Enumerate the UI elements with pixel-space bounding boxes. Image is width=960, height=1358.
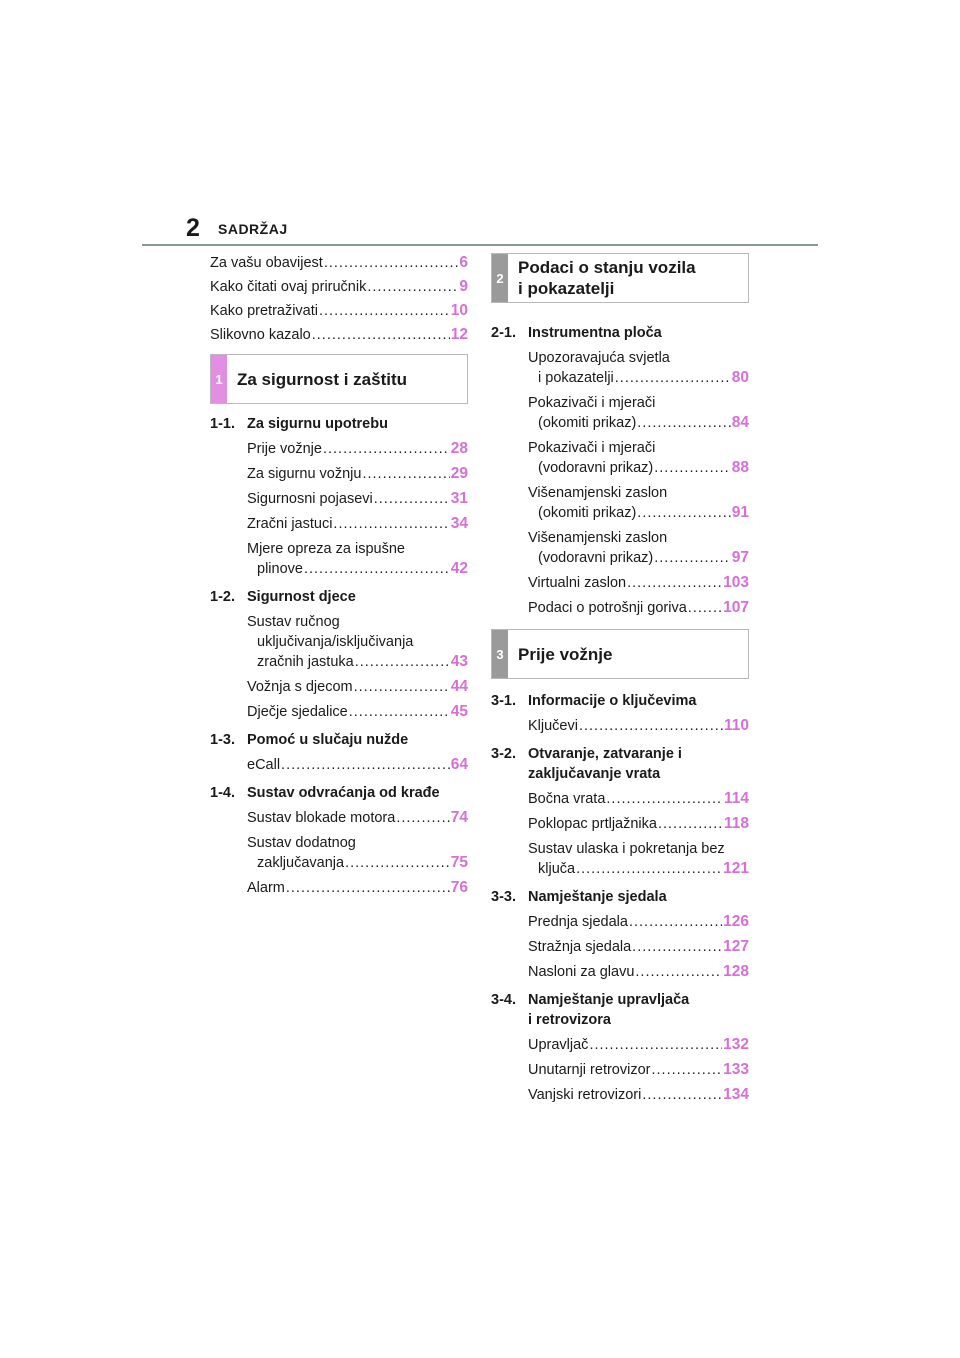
toc-entry[interactable] (528, 458, 749, 478)
entry-label: ključa (538, 861, 576, 877)
page-link[interactable]: 31 (450, 490, 468, 507)
leader-dots (396, 808, 449, 828)
chapter-box-title-line: i pokazatelji (518, 279, 615, 298)
page-link[interactable]: 126 (723, 913, 749, 930)
toc-entry[interactable] (528, 368, 749, 388)
entry-label-line: Pokazivači i mjerači (528, 395, 656, 411)
entry-label: Za sigurnu vožnju (247, 466, 362, 482)
section-title-line: Za sigurnu upotrebu (247, 416, 388, 432)
toc-item (491, 1060, 749, 1080)
entry-label: Sustav blokade motora (247, 810, 396, 826)
toc-item (491, 528, 749, 568)
section-number: 3-1. (491, 693, 516, 709)
page-link[interactable]: 76 (450, 879, 468, 896)
toc-item (491, 814, 749, 834)
toc-entry[interactable] (528, 573, 749, 593)
section-title-line: Instrumentna ploča (528, 325, 662, 341)
section-title (247, 587, 468, 607)
leader-dots (354, 677, 450, 697)
leader-dots (323, 439, 450, 459)
section-title-line: Sigurnost djece (247, 589, 356, 605)
leader-dots (349, 702, 450, 722)
chapter-box-title-line: Podaci o stanju vozila (518, 258, 696, 277)
chapter-tab: 1 (211, 355, 227, 403)
toc-entry[interactable] (528, 1035, 749, 1055)
section-number: 3-4. (491, 992, 516, 1008)
section-title (247, 730, 468, 750)
entry-label: plinove (257, 561, 303, 577)
section-number: 1-1. (210, 416, 235, 432)
toc-entry[interactable] (247, 853, 468, 873)
entry-label: zaključavanja (257, 855, 345, 871)
page-link[interactable]: 91 (731, 504, 749, 521)
toc-column-left (210, 253, 468, 898)
entry-label-line: Višenamjenski zaslon (528, 485, 668, 501)
entry-label: Dječje sjedalice (247, 704, 348, 720)
section-heading (491, 990, 749, 1030)
leader-dots (345, 853, 450, 873)
toc-entry[interactable] (247, 755, 468, 775)
toc-item (491, 438, 749, 478)
toc-item (210, 878, 468, 898)
section-heading (210, 783, 468, 803)
page-link[interactable]: 29 (450, 465, 468, 482)
chapter-box-title (508, 257, 696, 299)
leader-dots (658, 814, 723, 834)
entry-label-line: Sustav ručnog (247, 614, 340, 630)
entry-label-line: Sustav dodatnog (247, 835, 356, 851)
leader-dots (579, 716, 723, 736)
section-title-line: Sustav odvraćanja od krađe (247, 785, 440, 801)
section-heading (491, 691, 749, 711)
entry-label-line: uključivanja/isključivanja (257, 634, 414, 650)
toc-column-right (491, 253, 749, 1105)
entry-label-line: Pokazivači i mjerači (528, 440, 656, 456)
toc-entry[interactable] (528, 1060, 749, 1080)
toc-item (210, 808, 468, 828)
section-title-line: Namještanje upravljača (528, 992, 690, 1008)
leader-dots (286, 878, 450, 898)
page-link[interactable]: 42 (450, 560, 468, 577)
leader-dots (632, 937, 722, 957)
entry-label: Nasloni za glavu (528, 964, 635, 980)
toc-entry[interactable] (247, 489, 468, 509)
toc-entry[interactable] (528, 503, 749, 523)
page-link[interactable]: 6 (459, 254, 468, 271)
leader-dots (627, 573, 722, 593)
chapter-box[interactable] (210, 354, 468, 404)
section-title (528, 323, 749, 343)
leader-dots (589, 1035, 722, 1055)
section-title-line: zaključavanje vrata (528, 766, 661, 782)
toc-item (210, 833, 468, 873)
toc-entry[interactable] (210, 253, 468, 273)
entry-label: Kako pretraživati (210, 303, 318, 319)
page-link[interactable]: 121 (723, 860, 749, 877)
section-number: 1-2. (210, 589, 235, 605)
entry-label: i pokazatelji (538, 370, 614, 386)
leader-dots (635, 962, 722, 982)
leader-dots (333, 514, 449, 534)
page-link[interactable]: 45 (450, 703, 468, 720)
entry-label-line: Mjere opreza za ispušne (247, 541, 405, 557)
toc-item (210, 514, 468, 534)
entry-label: (okomiti prikaz) (538, 505, 637, 521)
section-heading (210, 587, 468, 607)
leader-dots (281, 755, 450, 775)
entry-label: Vožnja s djecom (247, 679, 353, 695)
toc-entry[interactable] (247, 652, 468, 672)
leader-dots (629, 912, 722, 932)
page-link[interactable]: 114 (723, 790, 749, 807)
entry-label: Podaci o potrošnji goriva (528, 600, 687, 616)
toc-entry[interactable] (528, 912, 749, 932)
entry-label: Prednja sjedala (528, 914, 628, 930)
page-link[interactable]: 132 (723, 1036, 749, 1053)
entry-label: Stražnja sjedala (528, 939, 632, 955)
toc-item (210, 439, 468, 459)
toc-item (210, 464, 468, 484)
toc-entry[interactable] (528, 716, 749, 736)
page-link[interactable]: 9 (459, 278, 468, 295)
toc-item (491, 937, 749, 957)
section-title (528, 990, 749, 1030)
page-link[interactable]: 74 (450, 809, 468, 826)
page-number: 2 (186, 214, 200, 242)
section-title (247, 783, 468, 803)
toc-entry[interactable] (247, 464, 468, 484)
leader-dots (637, 413, 730, 433)
page-link[interactable]: 80 (731, 369, 749, 386)
toc-item (491, 1035, 749, 1055)
entry-label: (vodoravni prikaz) (538, 550, 654, 566)
entry-label: Upravljač (528, 1037, 589, 1053)
chapter-box[interactable] (491, 253, 749, 303)
section-heading (491, 744, 749, 784)
section-title (528, 691, 749, 711)
toc-item (491, 393, 749, 433)
toc-entry[interactable] (528, 413, 749, 433)
toc-entry[interactable] (528, 859, 749, 879)
chapter-box[interactable] (491, 629, 749, 679)
toc-entry[interactable] (528, 937, 749, 957)
page-link[interactable]: 10 (450, 302, 468, 319)
leader-dots (355, 652, 450, 672)
toc-item (210, 702, 468, 722)
page-link[interactable]: 75 (450, 854, 468, 871)
entry-label: Ključevi (528, 718, 578, 734)
leader-dots (319, 301, 450, 321)
header-rule (142, 244, 818, 246)
entry-label: Alarm (247, 880, 285, 896)
leader-dots (652, 1060, 723, 1080)
leader-dots (367, 277, 458, 297)
leader-dots (312, 325, 450, 345)
entry-label: Kako čitati ovaj priručnik (210, 279, 367, 295)
leader-dots (688, 598, 722, 618)
section-title-line: Pomoć u slučaju nužde (247, 732, 409, 748)
toc-entry[interactable] (528, 789, 749, 809)
toc-item (210, 755, 468, 775)
leader-dots (642, 1085, 722, 1105)
entry-label: Poklopac prtljažnika (528, 816, 657, 832)
toc-entry[interactable] (528, 814, 749, 834)
chapter-box-title: Prije vožnje (518, 644, 613, 664)
entry-label: Unutarnji retrovizor (528, 1062, 651, 1078)
toc-item (491, 716, 749, 736)
toc-item (210, 612, 468, 672)
section-heading (210, 730, 468, 750)
leader-dots (637, 503, 730, 523)
section-title (528, 744, 749, 784)
page-link[interactable]: 97 (731, 549, 749, 566)
leader-dots (654, 548, 731, 568)
section-title (528, 887, 749, 907)
page-link[interactable]: 127 (723, 938, 749, 955)
toc-item (491, 483, 749, 523)
page-link[interactable]: 133 (723, 1061, 749, 1078)
leader-dots (576, 859, 722, 879)
toc-entry[interactable] (247, 677, 468, 697)
toc-item (491, 912, 749, 932)
toc-item (491, 789, 749, 809)
leader-dots (654, 458, 731, 478)
page-link[interactable]: 44 (450, 678, 468, 695)
leader-dots (304, 559, 450, 579)
entry-label-line: Upozoravajuća svjetla (528, 350, 670, 366)
leader-dots (362, 464, 449, 484)
section-number: 1-3. (210, 732, 235, 748)
toc-entry[interactable] (528, 548, 749, 568)
section-heading (210, 414, 468, 434)
toc-item (491, 598, 749, 618)
chapter-title: SADRŽAJ (218, 221, 288, 237)
toc-item (491, 1085, 749, 1105)
page-link[interactable]: 103 (723, 574, 749, 591)
page-link[interactable]: 64 (450, 756, 468, 773)
entry-label: Prije vožnje (247, 441, 322, 457)
leader-dots (374, 489, 450, 509)
toc-entry[interactable] (247, 514, 468, 534)
section-title-line: i retrovizora (528, 1012, 611, 1028)
section-heading (491, 323, 749, 343)
entry-label: Zračni jastuci (247, 516, 333, 532)
chapter-box-title: Za sigurnost i zaštitu (237, 369, 408, 389)
entry-label: (vodoravni prikaz) (538, 460, 654, 476)
toc-item (210, 489, 468, 509)
page-link[interactable]: 88 (731, 459, 749, 476)
toc-item (491, 573, 749, 593)
entry-label: eCall (247, 757, 281, 773)
toc-entry[interactable] (528, 1085, 749, 1105)
toc-entry[interactable] (247, 878, 468, 898)
chapter-tab: 3 (492, 630, 508, 678)
entry-label-line: Višenamjenski zaslon (528, 530, 668, 546)
section-number: 3-2. (491, 746, 516, 762)
leader-dots (324, 253, 459, 273)
entry-label: Sigurnosni pojasevi (247, 491, 373, 507)
toc-entry[interactable] (247, 439, 468, 459)
toc-item (210, 539, 468, 579)
toc-entry[interactable] (210, 277, 468, 297)
section-title-line: Otvaranje, zatvaranje i (528, 746, 682, 762)
entry-label: Virtualni zaslon (528, 575, 627, 591)
page-link[interactable]: 128 (723, 963, 749, 980)
section-title-line: Namještanje sjedala (528, 889, 667, 905)
page-link[interactable]: 28 (450, 440, 468, 457)
page-link[interactable]: 134 (723, 1086, 749, 1103)
entry-label: Slikovno kazalo (210, 327, 311, 343)
page-link[interactable]: 110 (723, 717, 749, 734)
leader-dots (615, 368, 731, 388)
section-number: 1-4. (210, 785, 235, 801)
entry-label: Bočna vrata (528, 791, 606, 807)
toc-item (491, 962, 749, 982)
toc-item (491, 348, 749, 388)
section-title-line: Informacije o ključevima (528, 693, 697, 709)
section-heading (491, 887, 749, 907)
leader-dots (606, 789, 723, 809)
page-link[interactable]: 43 (450, 653, 468, 670)
toc-entry[interactable] (528, 962, 749, 982)
page-link[interactable]: 34 (450, 515, 468, 532)
section-number: 3-3. (491, 889, 516, 905)
page-link[interactable]: 12 (450, 326, 468, 343)
toc-item (491, 839, 749, 879)
toc-entry[interactable] (247, 702, 468, 722)
page-link[interactable]: 118 (723, 815, 749, 832)
toc-entry[interactable] (210, 325, 468, 345)
entry-label: Za vašu obavijest (210, 255, 323, 271)
entry-label: (okomiti prikaz) (538, 415, 637, 431)
section-number: 2-1. (491, 325, 516, 341)
entry-label: zračnih jastuka (257, 654, 354, 670)
toc-item (210, 677, 468, 697)
entry-label: Vanjski retrovizori (528, 1087, 642, 1103)
entry-label-line: Sustav ulaska i pokretanja bez (528, 841, 725, 857)
toc-entry[interactable] (247, 559, 468, 579)
toc-entry[interactable] (247, 808, 468, 828)
chapter-tab: 2 (492, 254, 508, 302)
toc-entry[interactable] (528, 598, 749, 618)
section-title (247, 414, 468, 434)
toc-entry[interactable] (210, 301, 468, 321)
page-link[interactable]: 107 (723, 599, 749, 616)
page-link[interactable]: 84 (731, 414, 749, 431)
